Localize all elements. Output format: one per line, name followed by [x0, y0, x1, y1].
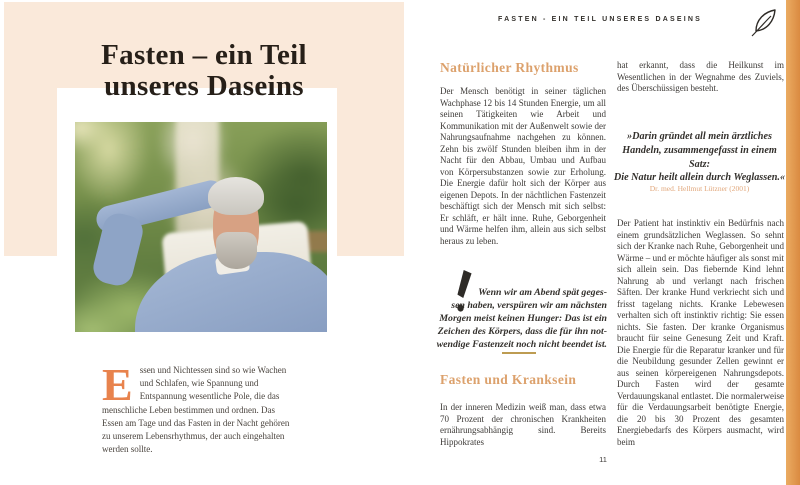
running-header: FASTEN - EIN TEIL UNSERES DASEINS — [498, 16, 702, 23]
body-paragraph: Der Patient hat instinktiv ein Bedürfnis nach einem grundsätzlichen Weglassen. So sehnt sich der Kranke nach Ruhe, Geborgenheit und Wärme – und er möchte häufiger als sonst mit sich allein sein. Das fiebernde Kind lehnt Nahrung ab und verlangt nach frischen Säften. Der kranke Hund verkriecht sich und frisst tagelang nichts. Kranke Lebewesen verhalten sich oft instinktiv richtig: Sie essen nichts. Sie fasten. Der kranke Organismus braucht für seine Genesung Zeit und Kraft. Die Energie für die Reparatur kranker und für die Neubildung gesunder Zellen gewinnt er aus seinen körpereigenen Nahrungsdepots. Durch Fasten wird der gesamte Verdauungskanal entlastet. Die normalerweise für die Verdauungsarbeit benötigte Energie, die 20 bis 30 Prozent des gesamten Energiebedarfs des Körpers ausmacht, wird beim — [617, 218, 784, 447]
body-paragraph: hat erkannt, dass die Heilkunst im Wesentlichen in der Wegnahme des Zuviels, des Überschüssigen besteht. — [617, 60, 784, 93]
section-heading-fasten-und-kranksein: Fasten und Kranksein — [440, 372, 577, 387]
drop-cap: E — [102, 359, 133, 410]
note-line: sen haben, verspüren wir am nächsten — [451, 300, 607, 311]
chapter-title-line1: Fasten – ein Teil — [101, 39, 307, 71]
quote-line: Die Natur heilt allein durch Weglassen.« — [613, 172, 786, 184]
note-line: wendige Fastenzeit noch nicht beendet ist. — [436, 339, 607, 350]
body-paragraph: Der Mensch benötigt in seiner täglichen Wachphase 12 bis 14 Stunden Energie, um all seinen Tätigkeiten wie Arbeit und Kommunikation mit der Außenwelt sowie der Nahrungsaufnahme nachgehen zu können. Zehn bis zwölf Stunden bleiben ihm in der Nacht für den Abbau, Umbau und Aufbau von Körpersubstanzen sowie zur Erholung. Die Energie dafür holt sich der Körper aus eigenen Depots. In der nächtlichen Fastenzeit beschäftigt sich der Mensch mit sich selbst: Er schläft, er hält inne. Ruhe, Geborgenheit und Wärme helfen ihm, allein aus sich selbst heraus zu leben. — [440, 86, 606, 246]
highlight-note — [434, 286, 607, 351]
leaf-icon — [750, 6, 780, 38]
chapter-intro-paragraph — [102, 359, 298, 456]
chapter-title-line2: unseres Daseins — [104, 70, 304, 102]
section-divider-line — [502, 352, 536, 354]
body-paragraph: In der inneren Medizin weiß man, dass etwa 70 Prozent der chronischen Krankheiten ernährungsabhängig sind. Bereits Hippokrates — [440, 402, 606, 447]
man-relaxing-photo — [75, 122, 327, 332]
quote-line: Handeln, zusammengefasst in einem Satz: — [622, 144, 777, 170]
photo-panel — [57, 88, 337, 340]
right-page — [420, 0, 800, 485]
quote-attribution: Dr. med. Hellmut Lützner (2001) — [649, 184, 750, 193]
page-number: 11 — [599, 455, 607, 464]
gray-beard — [216, 232, 257, 269]
page-edge-accent-bar — [786, 0, 800, 485]
quote-line: »Darin gründet all mein ärztliches — [627, 131, 772, 142]
gray-hair — [208, 177, 264, 216]
pull-quote — [611, 130, 788, 185]
note-line: Zeichen des Körpers, dass die für ihn not- — [437, 326, 607, 337]
man-head — [206, 177, 266, 269]
note-line: Morgen meist keinen Hunger: Das ist ein — [439, 313, 607, 324]
chapter-title — [0, 40, 408, 102]
note-line: Wenn wir am Abend spät geges- — [478, 287, 607, 298]
chapter-intro-text: ssen und Nichtessen sind so wie Wachen und Schlafen, wie Spannung und Entspannung wesentliche Pole, die das menschliche Leben bestimmen und ordnen. Das Essen am Tage und das Fasten in der Nacht gehören zu unserem Lebensrhythmus, der auch eingehalten werden sollte. — [102, 365, 290, 455]
section-heading-natuerlicher-rhythmus: Natürlicher Rhythmus — [440, 60, 579, 75]
